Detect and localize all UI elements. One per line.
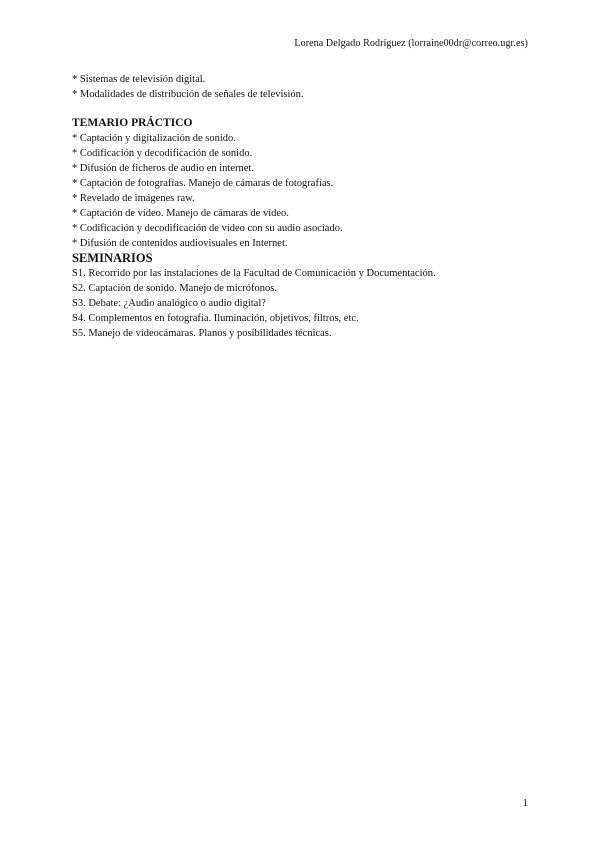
page-header-author: Lorena Delgado Rodríguez (lorraine00dr@correo.ugr.es) bbox=[294, 38, 528, 49]
temario-practico-item: * Difusión de ficheros de audio en internet. bbox=[72, 163, 254, 174]
temario-practico-item: * Captación de fotografías. Manejo de cámaras de fotografías. bbox=[72, 178, 334, 189]
temario-practico-item: * Codificación y decodificación de sonido. bbox=[72, 148, 253, 159]
document-body bbox=[72, 72, 532, 341]
temario-practico-item: * Captación y digitalización de sonido. bbox=[72, 133, 236, 144]
seminarios-heading: SEMINARIOS bbox=[72, 251, 153, 265]
seminario-item: S4. Complementos en fotografía. Iluminación, objetivos, filtros, etc. bbox=[72, 313, 359, 324]
temario-practico-item: * Codificación y decodificación de vídeo con su audio asociado. bbox=[72, 223, 343, 234]
intro-item: * Modalidades de distribución de señales de televisión. bbox=[72, 89, 304, 100]
seminario-item: S1. Recorrido por las instalaciones de la Facultad de Comunicación y Documentación. bbox=[72, 268, 436, 279]
intro-item: * Sistemas de televisión digital. bbox=[72, 74, 206, 85]
temario-practico-heading: TEMARIO PRÁCTICO bbox=[72, 117, 193, 129]
seminario-item: S5. Manejo de videocámaras. Planos y posibilidades técnicas. bbox=[72, 328, 332, 339]
seminario-item: S3. Debate: ¿Audio analógico o audio digital? bbox=[72, 298, 266, 309]
temario-practico-item: * Difusión de contenidos audiovisuales en Internet. bbox=[72, 238, 288, 249]
seminario-item: S2. Captación de sonido. Manejo de micrófonos. bbox=[72, 283, 278, 294]
temario-practico-item: * Revelado de imágenes raw. bbox=[72, 193, 195, 204]
temario-practico-item: * Captación de vídeo. Manejo de cámaras de vídeo. bbox=[72, 208, 289, 219]
page-number: 1 bbox=[522, 797, 528, 809]
